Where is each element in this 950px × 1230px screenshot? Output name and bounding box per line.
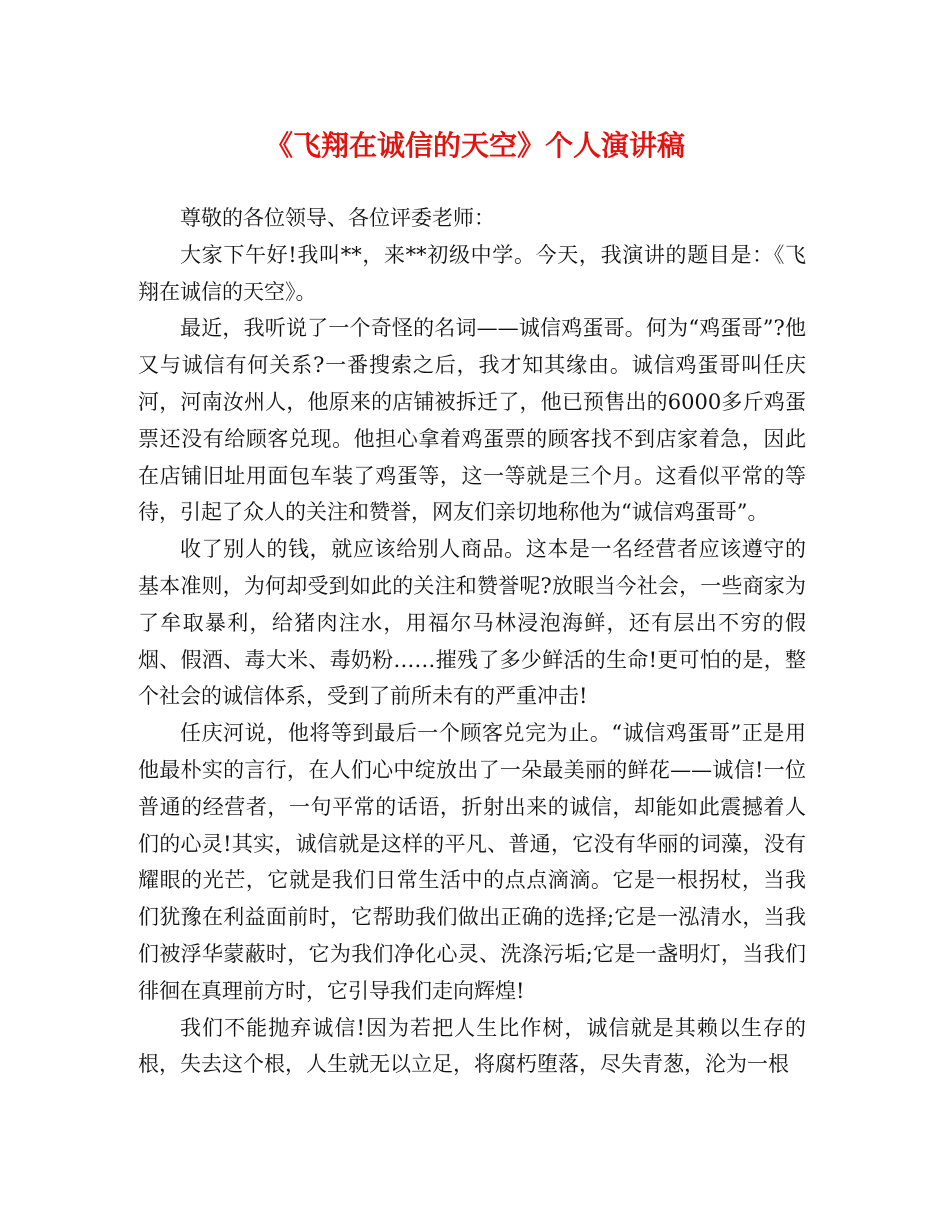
greeting-paragraph: 大家下午好!我叫**，来**初级中学。今天，我演讲的题目是：《飞翔在诚信的天空》。 (138, 242, 806, 304)
integrity-paragraph: 任庆河说，他将等到最后一个顾客兑完为止。“诚信鸡蛋哥”正是用他最朴实的言行，在人们心中绽放出了一朵最美丽的鲜花——诚信!一位普通的经营者，一句平常的话语，折射出来的诚信，却能如此震撼着人们的心灵!其实，诚信就是这样的平凡、普通，它没有华丽的词藻，没有耀眼的光芒，它就是我们日常生活中的点点滴滴。它是一根拐杖，当我们犹豫在利益面前时，它帮助我们做出正确的选择;它是一泓清水，当我们被浮华蒙蔽时，它为我们净化心灵、洗涤污垢;它是一盏明灯，当我们徘徊在真理前方时，它引导我们走向辉煌! (138, 721, 806, 1003)
speech-body (138, 200, 806, 1083)
story-paragraph: 最近，我听说了一个奇怪的名词——诚信鸡蛋哥。何为“鸡蛋哥”?他又与诚信有何关系?一番搜索之后，我才知其缘由。诚信鸡蛋哥叫任庆河，河南汝州人，他原来的店铺被拆迁了，他已预售出的6000多斤鸡蛋票还没有给顾客兑现。他担心拿着鸡蛋票的顾客找不到店家着急，因此在店铺旧址用面包车装了鸡蛋等，这一等就是三个月。这看似平常的等待，引起了众人的关注和赞誉，网友们亲切地称他为“诚信鸡蛋哥”。 (138, 316, 806, 525)
page-title: 《飞翔在诚信的天空》个人演讲稿 (264, 129, 685, 162)
salutation-paragraph: 尊敬的各位领导、各位评委老师： (180, 206, 495, 230)
conclusion-paragraph: 我们不能抛弃诚信!因为若把人生比作树，诚信就是其赖以生存的根，失去这个根，人生就无以立足，将腐朽堕落，尽失青葱，沦为一根 (138, 1015, 806, 1077)
society-paragraph: 收了别人的钱，就应该给别人商品。这本是一名经营者应该遵守的基本准则，为何却受到如此的关注和赞誉呢?放眼当今社会，一些商家为了牟取暴利，给猪肉注水，用福尔马林浸泡海鲜，还有层出不穷的假烟、假酒、毒大米、毒奶粉……摧残了多少鲜活的生命!更可怕的是，整个社会的诚信体系，受到了前所未有的严重冲击! (138, 537, 806, 709)
